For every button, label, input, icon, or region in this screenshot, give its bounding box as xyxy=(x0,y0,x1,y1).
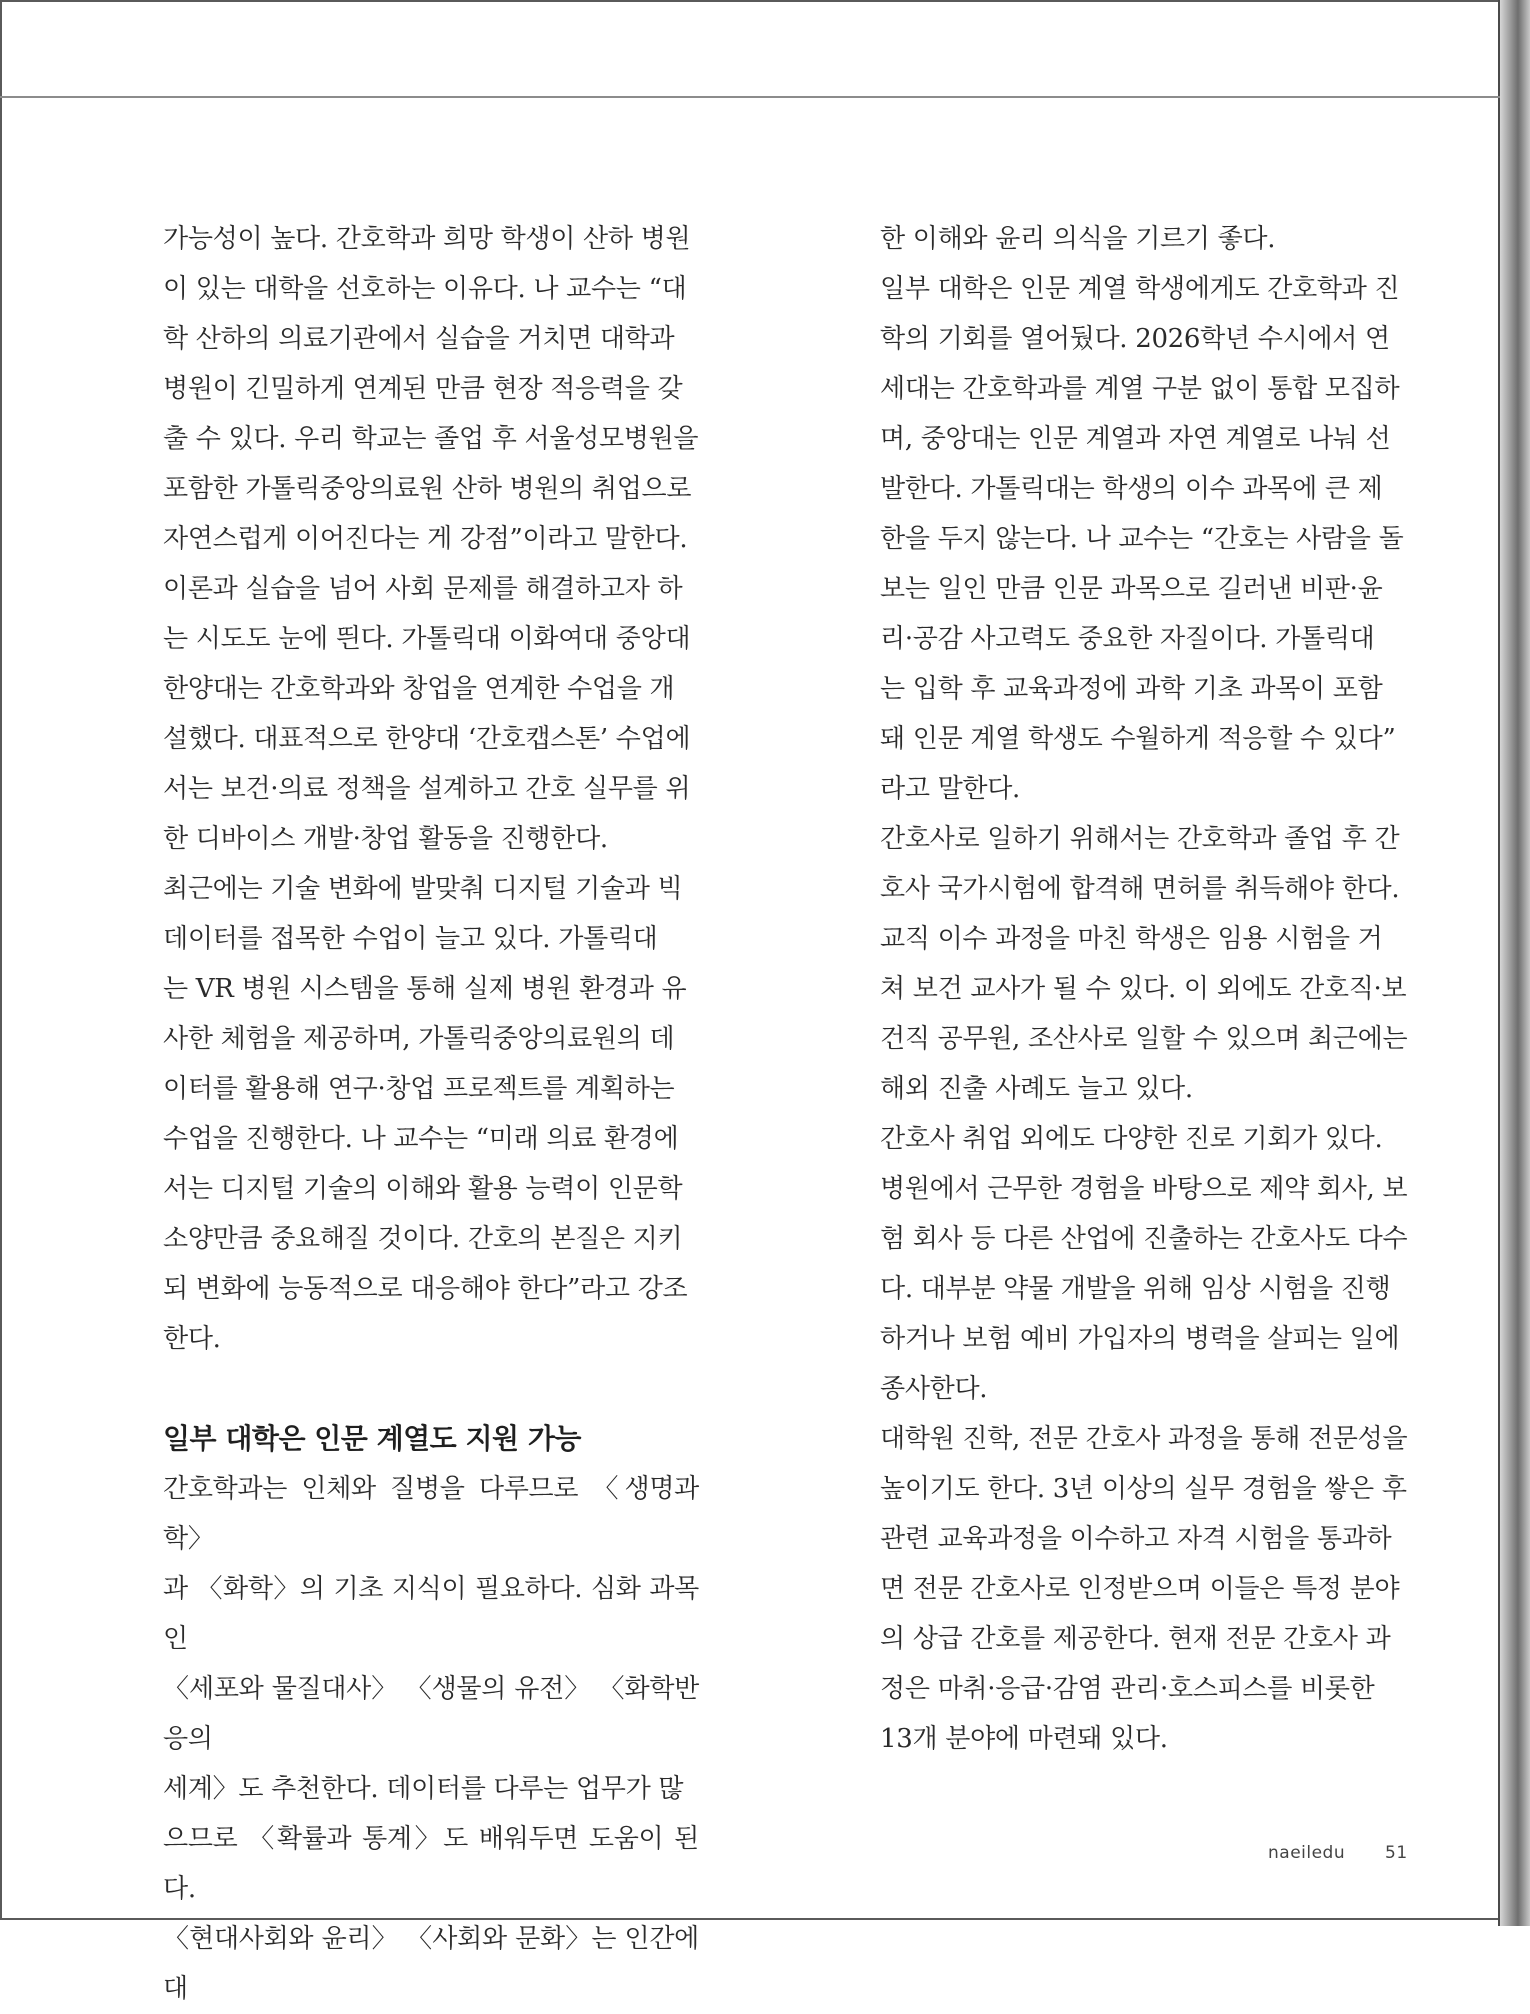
page-footer xyxy=(1268,1843,1408,1863)
left-column xyxy=(163,214,699,2014)
publication-name: naeiledu xyxy=(1268,1843,1346,1863)
body-paragraph: 간호학과는 인체와 질병을 다루므로 〈생명과학〉 과 〈화학〉의 기초 지식이 필요하다. 심화 과목인 〈세포와 물질대사〉 〈생물의 유전〉 〈화학반응의 세계〉도 추천한다. 데이터를 다루는 업무가 많 으므로 〈확률과 통계〉도 배워두면 도움이 된다. 〈현대사회와 윤리〉 〈사회와 문화〉는 인간에 대 xyxy=(163,1474,699,2004)
right-column xyxy=(880,214,1416,1764)
body-paragraph: 한 이해와 윤리 의식을 기르기 좋다. xyxy=(880,224,1276,254)
book-spine-shadow xyxy=(1500,0,1530,1926)
body-paragraph: 간호사로 일하기 위해서는 간호학과 졸업 후 간 호사 국가시험에 합격해 면허를 취득해야 한다. 교직 이수 과정을 마친 학생은 임용 시험을 거 쳐 보건 교사가 될 수 있다. 이 외에도 간호직·보 건직 공무원, 조산사로 일할 수 있으며 최근에는 해외 진출 사례도 늘고 있다. xyxy=(880,824,1408,1104)
body-paragraph: 최근에는 기술 변화에 발맞춰 디지털 기술과 빅 데이터를 접목한 수업이 늘고 있다. 가톨릭대 는 VR 병원 시스템을 통해 실제 병원 환경과 유 사한 체험을 제공하며, 가톨릭중앙의료원의 데 이터를 활용해 연구·창업 프로젝트를 계획하는 수업을 진행한다. 나 교수는 “미래 의료 환경에 서는 디지털 기술의 이해와 활용 능력이 인문학 소양만큼 중요해질 것이다. 간호의 본질은 지키 되 변화에 능동적으로 대응해야 한다”라고 강조 한다. xyxy=(163,874,688,1354)
section-heading: 일부 대학은 인문 계열도 지원 가능 xyxy=(163,1422,581,1455)
header-rule xyxy=(0,96,1500,98)
body-paragraph: 이론과 실습을 넘어 사회 문제를 해결하고자 하 는 시도도 눈에 띈다. 가톨릭대 이화여대 중앙대 한양대는 간호학과와 창업을 연계한 수업을 개 설했다. 대표적으로 한양대 ‘간호캡스톤’ 수업에 서는 보건·의료 정책을 설계하고 간호 실무를 위 한 디바이스 개발·창업 활동을 진행한다. xyxy=(163,574,691,854)
body-paragraph: 간호사 취업 외에도 다양한 진로 기회가 있다. 병원에서 근무한 경험을 바탕으로 제약 회사, 보 험 회사 등 다른 산업에 진출하는 간호사도 다수 다. 대부분 약물 개발을 위해 임상 시험을 진행 하거나 보험 예비 가입자의 병력을 살피는 일에 종사한다. xyxy=(880,1124,1408,1404)
body-paragraph: 가능성이 높다. 간호학과 희망 학생이 산하 병원 이 있는 대학을 선호하는 이유다. 나 교수는 “대 학 산하의 의료기관에서 실습을 거치면 대학과 병원이 긴밀하게 연계된 만큼 현장 적응력을 갖 출 수 있다. 우리 학교는 졸업 후 서울성모병원을 포함한 가톨릭중앙의료원 산하 병원의 취업으로 자연스럽게 이어진다는 게 강점”이라고 말한다. xyxy=(163,224,699,554)
body-paragraph: 대학원 진학, 전문 간호사 과정을 통해 전문성을 높이기도 한다. 3년 이상의 실무 경험을 쌓은 후 관련 교육과정을 이수하고 자격 시험을 통과하 면 전문 간호사로 인정받으며 이들은 특정 분야 의 상급 간호를 제공한다. 현재 전문 간호사 과 정은 마취·응급·감염 관리·호스피스를 비롯한 13개 분야에 마련돼 있다. xyxy=(880,1424,1408,1754)
body-paragraph: 일부 대학은 인문 계열 학생에게도 간호학과 진 학의 기회를 열어뒀다. 2026학년 수시에서 연 세대는 간호학과를 계열 구분 없이 통합 모집하 며, 중앙대는 인문 계열과 자연 계열로 나눠 선 발한다. 가톨릭대는 학생의 이수 과목에 큰 제 한을 두지 않는다. 나 교수는 “간호는 사람을 돌 보는 일인 만큼 인문 과목으로 길러낸 비판·윤 리·공감 사고력도 중요한 자질이다. 가톨릭대 는 입학 후 교육과정에 과학 기초 과목이 포함 돼 인문 계열 학생도 수월하게 적응할 수 있다” 라고 말한다. xyxy=(880,274,1404,804)
page-number: 51 xyxy=(1385,1843,1408,1863)
